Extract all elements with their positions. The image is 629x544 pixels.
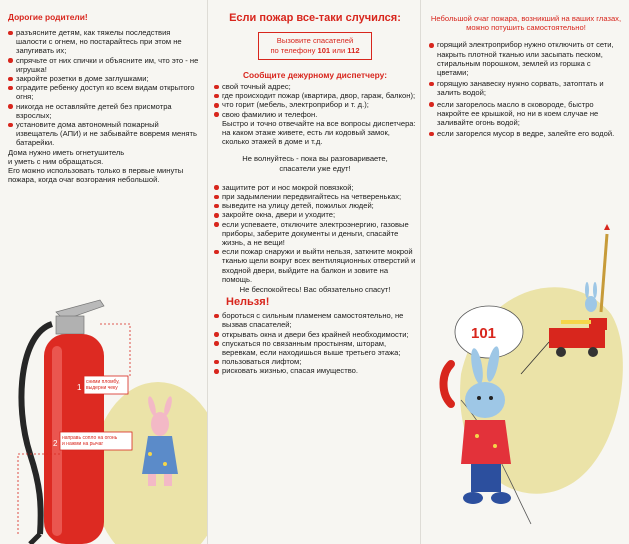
phone-number-101: 101 [317, 46, 331, 55]
list-item: спрячьте от них спички и объясните им, что это - не игрушка! [8, 56, 201, 74]
list-item: при задымлении передвигайтесь на четвереньках; [214, 192, 416, 201]
guide-line [100, 324, 130, 376]
step-label-line: выдерни чеку [86, 385, 118, 391]
list-item: если загорелось масло в сковороде, быстро накройте ее крышкой, но ни в коем случае не заливайте огонь водой; [429, 100, 623, 128]
parents-panel [0, 0, 207, 544]
step-label-line: направь сопло на огонь [62, 435, 118, 441]
list-item: защитите рот и нос мокрой повязкой; [214, 183, 416, 192]
step2-number: 2 [53, 439, 58, 448]
bubble-number: 101 [471, 325, 497, 342]
extinguisher-text [8, 148, 201, 185]
list-item: свою фамилию и телефон. [214, 110, 416, 119]
parents-advice-list [8, 28, 201, 148]
list-item: закройте розетки в доме заглушками; [8, 74, 201, 83]
list-item: закройте окна, двери и уходите; [214, 210, 416, 219]
list-item: пользоваться лифтом; [214, 357, 416, 366]
list-item: открывать окна и двери без крайней необходимости; [214, 330, 416, 339]
fire-happened-panel [208, 0, 420, 544]
small-fire-panel [421, 0, 629, 544]
list-item: если загорелся мусор в ведре, залейте его водой. [429, 129, 623, 138]
extinguisher-text-line: Его можно использовать только в первые минуты пожара, когда очаг возгорания небольшой. [8, 166, 184, 185]
forbidden-title: Нельзя! [226, 296, 270, 309]
list-item: если пожар снаружи и выйти нельзя, заткните мокрой тканью щели вокруг всех вентиляционных отверстий и входной двери, выйдите на балкон и зовите на помощь. [214, 247, 416, 284]
dispatcher-title: Сообщите дежурному диспетчеру: [242, 70, 388, 80]
reassure-note: Не беспокойтесь! Вас обязательно спасут! [239, 285, 391, 295]
small-fire-list [429, 40, 623, 138]
call-line: Вызовите спасателей [276, 36, 354, 45]
list-item: где происходит пожар (квартира, двор, гараж, балкон); [214, 91, 416, 100]
list-item: оградите ребенку доступ ко всем видам открытого огня; [8, 83, 201, 101]
list-item: если успеваете, отключите электроэнергию, газовые приборы, заберите документы и деньги, спасайте жизнь, а не вещи! [214, 220, 416, 248]
extinguisher-text-line: Дома нужно иметь огнетушитель [8, 147, 125, 157]
calm-note: Не волнуйтесь - пока вы разговариваете, спасатели уже едут! [242, 154, 388, 173]
parents-title: Дорогие родители! [8, 12, 88, 22]
step-label-line: сними пломбу, [86, 379, 120, 385]
valve-icon [56, 316, 84, 334]
list-item: установите дома автономный пожарный извещатель (АПИ) и не забывайте вовремя менять батарейки. [8, 120, 201, 148]
call-numbers [261, 46, 369, 56]
list-item: бороться с сильным пламенем самостоятельно, не вызвав спасателей; [214, 311, 416, 329]
call-or: или [330, 46, 348, 55]
small-fire-title: Небольшой очаг пожара, возникший на ваших глазах, можно потушить самостоятельно! [430, 14, 622, 33]
phone-number-112: 112 [347, 46, 360, 55]
list-item: горящую занавеску нужно сорвать, затоптать и залить водой; [429, 79, 623, 97]
list-item: спускаться по связанным простыням, шторам, веревкам, если находишься выше третьего этажа; [214, 339, 416, 357]
list-item: выведите на улицу детей, пожилых людей; [214, 201, 416, 210]
fire-happened-title: Если пожар все-таки случился: [229, 12, 401, 24]
bunny-on-truck-icon [585, 224, 610, 312]
extinguisher-illustration [0, 294, 207, 544]
list-item: что горит (мебель, электроприбор и т. д.); [214, 100, 416, 109]
step-label-line: и нажми на рычаг [62, 441, 104, 447]
call-prefix: по телефону [270, 46, 318, 55]
dispatcher-list [214, 82, 416, 119]
step1-number: 1 [77, 383, 82, 392]
list-item: никогда не оставляйте детей без присмотра взрослых; [8, 102, 201, 120]
dispatcher-note: Быстро и точно отвечайте на все вопросы диспетчера: на каком этаже живете, есть ли кодовый замок, сколько этажей в доме и т.д. [222, 118, 416, 147]
step1-label [86, 379, 120, 391]
list-item: горящий электроприбор нужно отключить от сети, накрыть плотной тканью или засыпать песком, стиральным порошком, землей из горшка с цветами; [429, 40, 623, 77]
extinguisher-text-line: и уметь с ним обращаться. [8, 156, 104, 166]
list-item: рисковать жизнью, спасая имущество. [214, 366, 416, 375]
nozzle-icon [30, 534, 40, 544]
call-rescuers-box [258, 32, 372, 60]
forbidden-list [214, 311, 416, 375]
action-list [214, 183, 416, 284]
list-item: свой точный адрес; [214, 82, 416, 91]
list-item: разъясните детям, как тяжелы последствия шалости с огнем, но постарайтесь при этом не запугивать их; [8, 28, 201, 56]
bunny-phone-illustration [421, 224, 629, 544]
